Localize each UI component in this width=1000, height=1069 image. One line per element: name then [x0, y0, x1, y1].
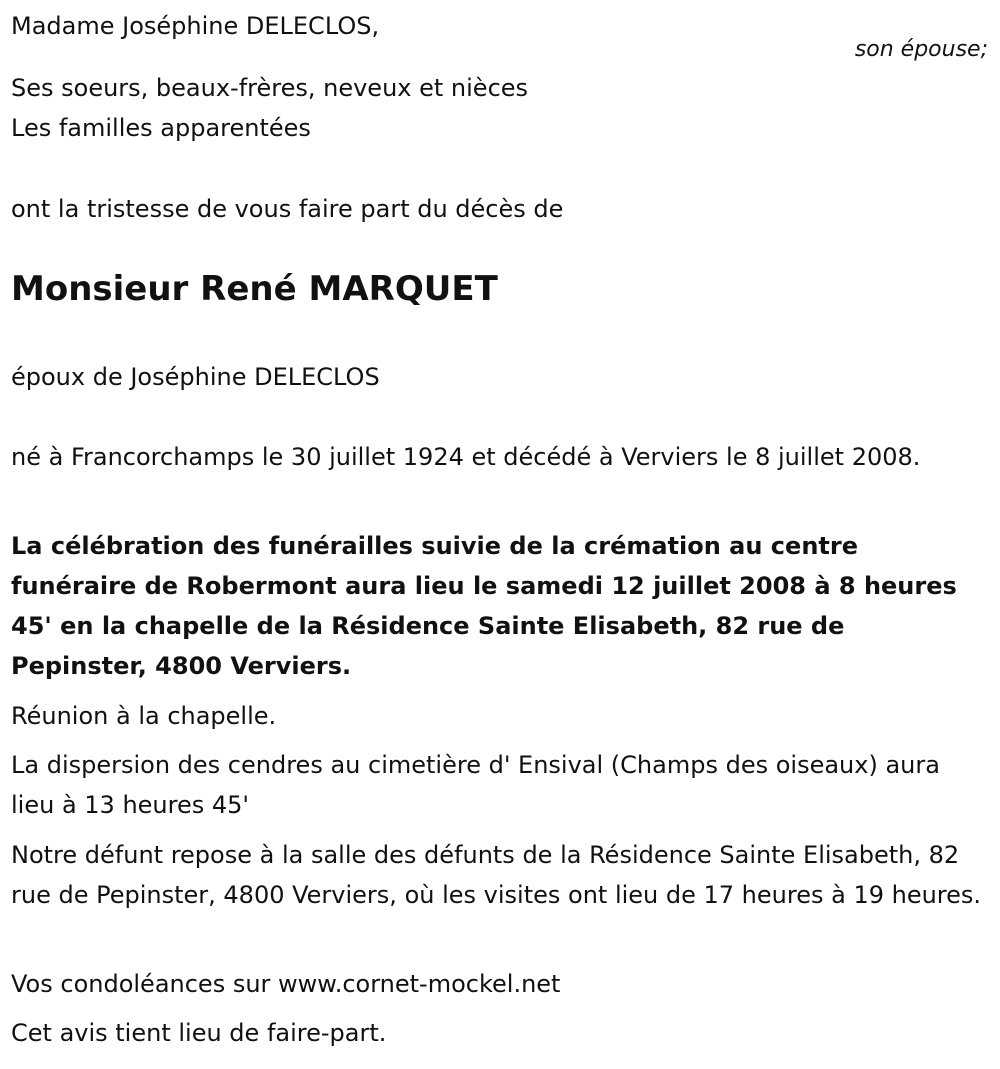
- spouse-of-text: époux de Joséphine DELECLOS: [11, 363, 380, 391]
- ceremony-text: La célébration des funérailles suivie de la crémation au centre funéraire de Robermont aura lieu le samedi 12 juillet 2008 à 8 heures 45' en la chapelle de la Résidence Sainte Elisabeth, 82 rue de Pepinster, 4800 Verviers.: [11, 532, 957, 680]
- family-line-1: Ses soeurs, beaux-frères, neveux et nièces: [11, 74, 529, 102]
- deceased-name: Monsieur René MARQUET: [11, 269, 498, 309]
- announcement-text: ont la tristesse de vous faire part du décès de: [11, 195, 564, 223]
- closing-text: Cet avis tient lieu de faire-part.: [11, 1019, 387, 1047]
- birth-death-text: né à Francorchamps le 30 juillet 1924 et décédé à Verviers le 8 juillet 2008.: [11, 443, 921, 471]
- ashes-text: La dispersion des cendres au cimetière d' Ensival (Champs des oiseaux) aura lieu à 13 heures 45': [11, 751, 940, 819]
- spouse-role-label: son épouse;: [854, 37, 988, 62]
- family-line-2: Les familles apparentées: [11, 114, 311, 142]
- spouse-line: Madame Joséphine DELECLOS,: [11, 12, 380, 40]
- visitation-text: Notre défunt repose à la salle des défunts de la Résidence Sainte Elisabeth, 82 rue de Pepinster, 4800 Verviers, où les visites ont lieu de 17 heures à 19 heures.: [11, 841, 982, 909]
- condolences-text: Vos condoléances sur www.cornet-mockel.net: [11, 970, 561, 998]
- meeting-text: Réunion à la chapelle.: [11, 702, 277, 730]
